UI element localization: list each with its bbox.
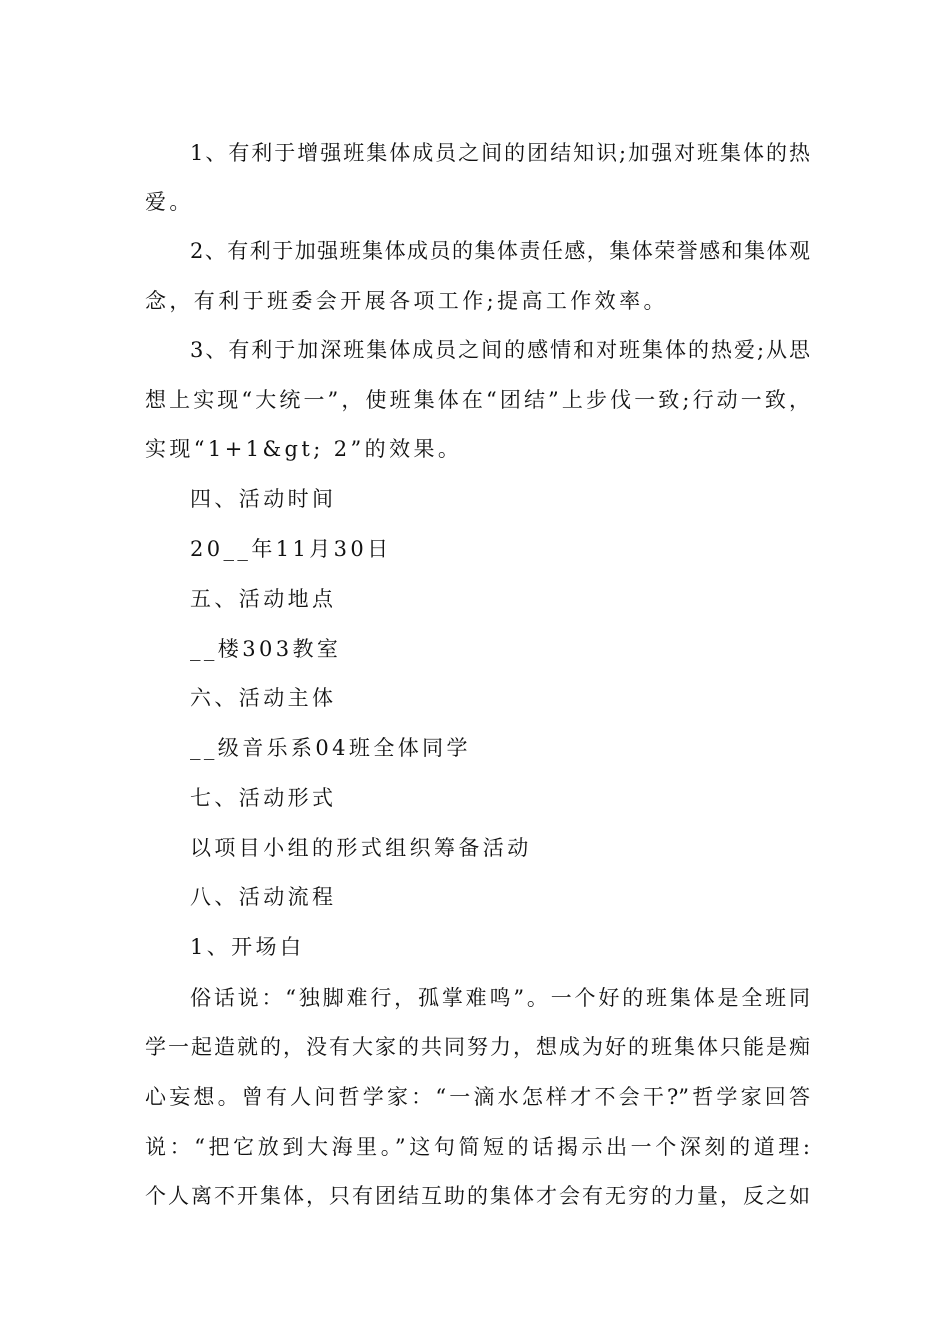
paragraph-line: 3、有利于加深班集体成员之间的感情和对班集体的热爱;从思 [190,338,810,362]
paragraph-line: 爱。 [145,190,194,214]
paragraph-line: __楼303教室 [190,637,342,661]
paragraph-line: __级音乐系04班全体同学 [190,736,471,760]
paragraph-line: 想上实现“大统一”，使班集体在“团结”上步伐一致;行动一致， [145,388,810,412]
paragraph-line: 1、有利于增强班集体成员之间的团结知识;加强对班集体的热 [190,141,810,165]
paragraph-line: 俗话说：“独脚难行，孤掌难鸣”。一个好的班集体是全班同 [190,986,810,1010]
section-heading: 五、活动地点 [190,587,337,611]
section-heading: 四、活动时间 [190,487,337,511]
paragraph-line: 说：“把它放到大海里。”这句简短的话揭示出一个深刻的道理: [145,1135,810,1159]
section-heading: 八、活动流程 [190,885,337,909]
section-heading: 七、活动形式 [190,786,337,810]
paragraph-line: 个人离不开集体，只有团结互助的集体才会有无穷的力量，反之如 [145,1184,810,1208]
subsection-heading: 1、开场白 [190,935,305,959]
section-heading: 六、活动主体 [190,686,337,710]
paragraph-line: 20__年11月30日 [190,537,392,561]
paragraph-line: 心妄想。曾有人问哲学家：“一滴水怎样才不会干?”哲学家回答 [145,1085,810,1109]
paragraph-line: 学一起造就的，没有大家的共同努力，想成为好的班集体只能是痴 [145,1035,810,1059]
paragraph-line: 实现“1+1&gt; 2”的效果。 [145,437,463,461]
paragraph-line: 念，有利于班委会开展各项工作;提高工作效率。 [145,289,668,313]
paragraph-line: 2、有利于加强班集体成员的集体责任感，集体荣誉感和集体观 [190,239,810,263]
paragraph-line: 以项目小组的形式组织筹备活动 [190,836,532,860]
